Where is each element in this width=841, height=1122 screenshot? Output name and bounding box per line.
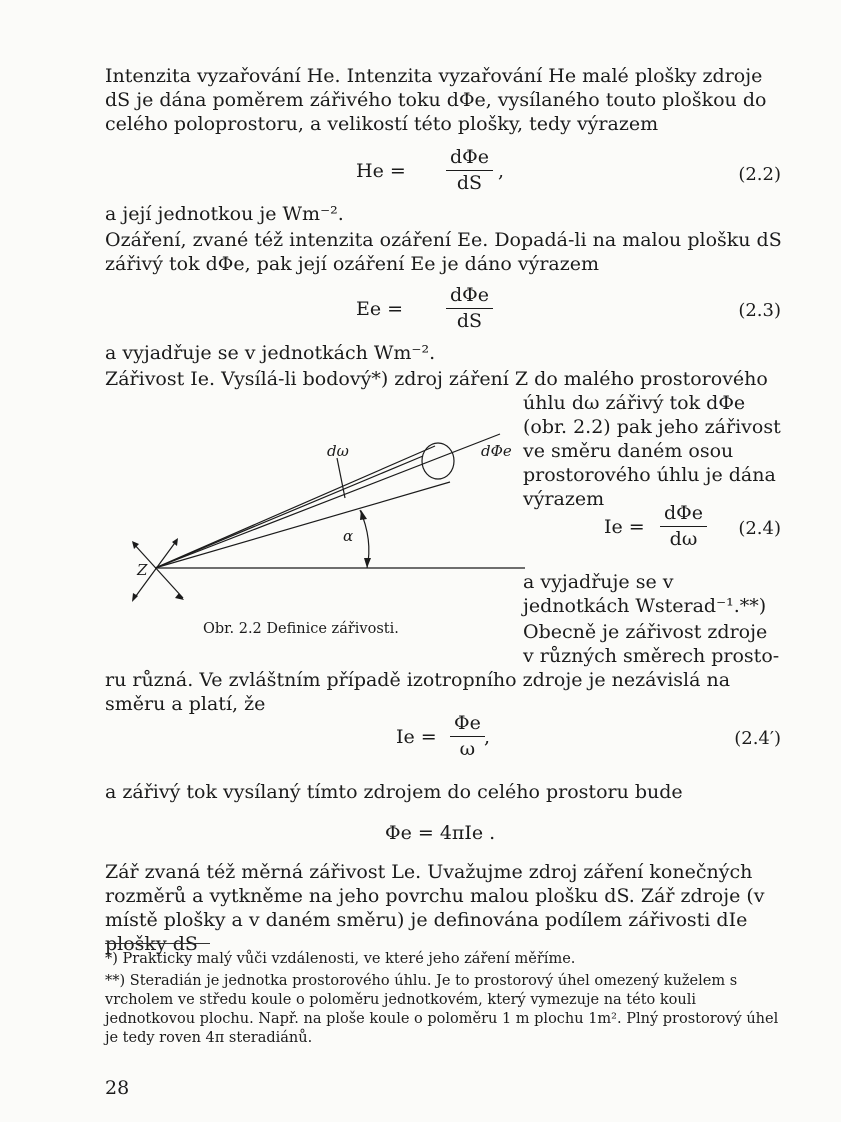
figure-label-domega: dω [327,442,349,460]
equation-2-3-fraction [446,284,493,332]
figure-label-z: Z [137,561,148,579]
equation-2-2-fraction [446,146,493,194]
equation-2-2-number: (2.2) [738,164,781,185]
arrow-head-5 [364,558,371,568]
arrow-head-2 [175,593,184,600]
paragraph-celkovy-tok: a zářivý tok vysílaný tímto zdrojem do celého prostoru bude [105,781,683,803]
paragraph-zarivost-narrow: úhlu dω zářivý tok dΦe (obr. 2.2) pak jeho zářivost ve směru daném osou prostorového úhlu je dána výrazem [523,392,781,510]
equation-2-4-numerator: dΦe [660,502,707,527]
equation-2-2-comma: , [498,160,505,182]
footnote-1: *) Prakticky malý vůči vzdálenosti, ve které jeho záření měříme. [105,951,576,967]
equation-2-4p-fraction [450,712,485,760]
cone-upper-edge [155,446,435,568]
equation-total-flux: Φe = 4πIe . [385,822,496,844]
equation-2-2-lhs: He = [356,160,406,182]
page-number: 28 [105,1077,130,1099]
equation-2-3-lhs: Ee = [356,298,404,320]
footnote-rule [105,943,210,944]
cone-lower-edge [155,482,450,568]
paragraph-zar: Zář zvaná též měrná zářivost Le. Uvažujme zdroj záření konečných rozměrů a vytkněme na jeho povrchu malou plošku dS. Zář zdroje (v místě plošky a v daném směru) je definována podílem zářivosti dIe plošky dS [105,861,765,955]
equation-2-4-lhs: Ie = [604,516,645,538]
equation-2-2-numerator: dΦe [446,146,493,171]
equation-2-4p-number: (2.4′) [734,728,781,749]
equation-2-3-number: (2.3) [738,300,781,321]
equation-2-2-denominator: dS [456,172,483,194]
paragraph-unit-1: a její jednotkou je Wm⁻². [105,203,344,225]
equation-2-4p-numerator: Φe [450,712,485,737]
figure-caption: Obr. 2.2 Definice zářivosti. [203,621,399,637]
footnote-2: **) Steradián je jednotka prostorového úhlu. Je to prostorový úhel omezený kuželem s vrcholem ve středu koule o poloměru jednotkovém, který vymezuje na této kouli jednotkovou plochu. Např. na ploše koule o poloměru 1 m plochu 1m². Plný prostorový úhel je tedy roven 4π steradiánů. [105,973,779,1046]
equation-2-4-denominator: dω [669,528,698,550]
equation-2-4-number: (2.4) [738,518,781,539]
paragraph-obecne-cont: ru různá. Ve zvláštním případě izotropního zdroje je nezávislá na směru a platí, že [105,669,731,715]
paragraph-unit-3: a vyjadřuje se v jednotkách Wsterad⁻¹.**) [523,571,767,617]
arrow-head-6 [360,510,367,520]
figure-label-alpha: α [343,527,354,545]
equation-2-4p-comma: , [484,726,491,748]
equation-2-3-denominator: dS [456,310,483,332]
paragraph-ozareni: Ozáření, zvané též intenzita ozáření Ee. Dopadá-li na malou plošku dS zářivý tok dΦe, pak její ozáření Ee je dáno výrazem [105,229,782,275]
cone-inner-line [155,456,423,568]
figure-radiant-intensity [105,430,525,615]
paragraph-obecne-narrow: Obecně je zářivost zdroje v různých směrech prosto- [523,621,780,667]
figure-label-dphi: dΦe [481,442,512,460]
equation-2-3-numerator: dΦe [446,284,493,309]
cone-cross-section [422,443,454,479]
equation-2-4p-lhs: Ie = [396,726,437,748]
paragraph-unit-2: a vyjadřuje se v jednotkách Wm⁻². [105,342,436,364]
equation-2-4-fraction [660,502,707,550]
paragraph-intenzita: Intenzita vyzařování He. Intenzita vyzařování He malé plošky zdroje dS je dána poměrem zářivého toku dΦe, vysílaného touto ploškou do celého poloprostoru, a velikostí této plošky, tedy výrazem [105,65,767,135]
equation-2-4p-denominator: ω [459,738,476,760]
paragraph-zarivost-line: Zářivost Ie. Vysílá-li bodový*) zdroj záření Z do malého prostorového [105,368,768,390]
